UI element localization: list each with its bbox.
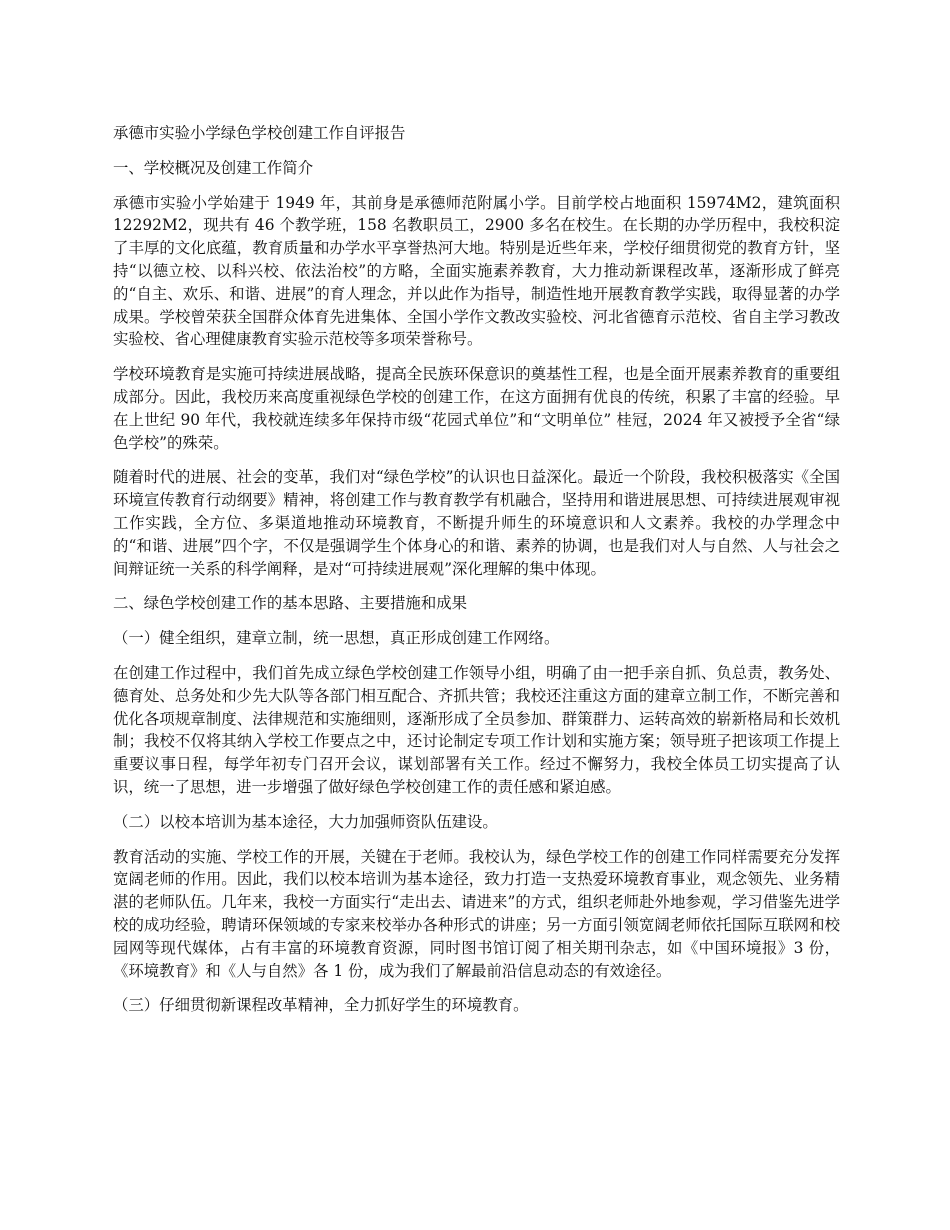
paragraph-green-school-understanding: 随着时代的进展、社会的变革，我们对“绿色学校”的认识也日益深化。最近一个阶段，我校积极落实《全国环境宣传教育行动纲要》精神，将创建工作与教育教学有机融合，坚持用和谐进展思想、可持续进展观审视工作实践，全方位、多渠道地推动环境教育，不断提升师生的环境意识和人文素养。我校的办学理念中的“和谐、进展”四个字，不仅是强调学生个体身心的和谐、素养的协调，也是我们对人与自然、人与社会之间辩证统一关系的科学阐释，是对“可持续进展观”深化理解的集中体现。 xyxy=(113,468,840,578)
paragraph-environment-education: 学校环境教育是实施可持续进展战略，提高全民族环保意识的奠基性工程，也是全面开展素养教育的重要组成部分。因此，我校历来高度重视绿色学校的创建工作，在这方面拥有优良的传统，积累了丰富的经验。早在上世纪 90 年代，我校就连续多年保持市级“花园式单位”和“文明单位” 桂冠，2024 年又被授予全省“绿色学校”的殊荣。 xyxy=(113,365,840,452)
document-title: 承德市实验小学绿色学校创建工作自评报告 xyxy=(113,124,406,142)
paragraph-organization: 在创建工作过程中，我们首先成立绿色学校创建工作领导小组，明确了由一把手亲自抓、负总责，教务处、德育处、总务处和少先大队等各部门相互配合、齐抓共管；我校还注重这方面的建章立制工作，不断完善和优化各项规章制度、法律规范和实施细则，逐渐形成了全员参加、群策群力、运转高效的崭新格局和长效机制；我校不仅将其纳入学校工作要点之中，还讨论制定专项工作计划和实施方案；领导班子把该项工作提上重要议事日程，每学年初专门召开会议，谋划部署有关工作。经过不懈努力，我校全体员工切实提高了认识，统一了思想，进一步增强了做好绿色学校创建工作的责任感和紧迫感。 xyxy=(113,663,840,796)
document-body xyxy=(113,122,840,1017)
subsection-heading-1: （一）健全组织，建章立制，统一思想，真正形成创建工作网络。 xyxy=(113,629,560,648)
section-heading-2: 二、绿色学校创建工作的基本思路、主要措施和成果 xyxy=(113,594,467,613)
subsection-heading-3: （三）仔细贯彻新课程改革精神，全力抓好学生的环境教育。 xyxy=(113,996,529,1015)
subsection-heading-2: （二）以校本培训为基本途径，大力加强师资队伍建设。 xyxy=(113,812,498,831)
section-heading-1: 一、学校概况及创建工作简介 xyxy=(113,158,314,177)
paragraph-teacher-training: 教育活动的实施、学校工作的开展，关键在于老师。我校认为，绿色学校工作的创建工作同样需要充分发挥宽阔老师的作用。因此，我们以校本培训为基本途径，致力打造一支热爱环境教育事业，观念领先、业务精湛的老师队伍。几年来，我校一方面实行“走出去、请进来”的方式，组织老师赴外地参观，学习借鉴先进学校的成功经验，聘请环保领域的专家来校举办各种形式的讲座；另一方面引领宽阔老师依托国际互联网和校园网等现代媒体，占有丰富的环境教育资源，同时图书馆订阅了相关期刊杂志，如《中国环境报》3 份，《环境教育》和《人与自然》各 1 份，成为我们了解最前沿信息动态的有效途径。 xyxy=(113,847,840,980)
paragraph-school-overview: 承德市实验小学始建于 1949 年，其前身是承德师范附属小学。目前学校占地面积 15974M2，建筑面积 12292M2，现共有 46 个教学班，158 名教职员工，2900 多名在校生。在长期的办学历程中，我校积淀了丰厚的文化底蕴，教育质量和办学水平享誉热河大地。特别是近些年来，学校仔细贯彻党的教育方针，坚持“以德立校、以科兴校、依法治校”的方略，全面实施素养教育，大力推动新课程改革，逐渐形成了鲜亮的“自主、欢乐、和谐、进展”的育人理念，并以此作为指导，制造性地开展教育教学实践，取得显著的办学成果。学校曾荣获全国群众体育先进集体、全国小学作文教改实验校、河北省德育示范校、省自主学习教改实验校、省心理健康教育实验示范校等多项荣誉称号。 xyxy=(113,193,840,349)
